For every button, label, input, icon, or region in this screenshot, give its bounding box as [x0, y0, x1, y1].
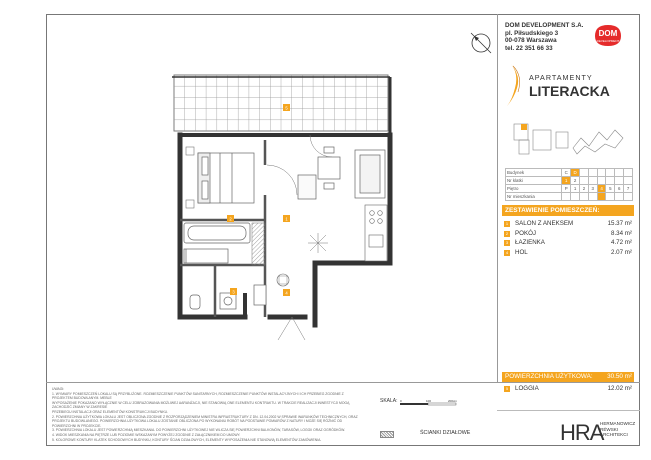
info-cell — [580, 193, 589, 201]
room-number: 2 — [505, 230, 509, 236]
dom-logo-text: DOM — [598, 29, 618, 38]
room-number: 1 — [505, 221, 509, 226]
info-cell — [615, 169, 624, 177]
note-line: 1. WYMIARY POMIESZCZEŃ LOKALU SĄ PRZYBLIŻONE. ROZMIESZCZENIE PUNKTÓW SANITARNYCH, ROZMIESZCZENIE PUNKTÓW INSTALACYJNYCH I ICH PRZEBIEG ZGODNIE Z PROJEKTEM BUDOWLANYM. MEBLE — [52, 391, 344, 401]
room-name: SALON Z ANEKSEM — [515, 220, 574, 227]
note-line: PROJEKTU BUDOWLANEGO. POWIERZCHNIA UŻYTKOWA LOKALU ZOSTANIE OBLICZONA PO WYKONANIU ROBÓT NA PODSTAWIE POMIARÓW Z NATURY I MOŻE SIĘ RÓŻNIĆ OD POWIERZCHNI W PROJEKCIE. — [52, 419, 343, 428]
total-area-value: 30.50 m² — [607, 373, 632, 380]
room-area: 4.72 m² — [611, 239, 632, 246]
room-area: 2.07 m² — [611, 248, 632, 256]
scale-mark-2: 200cm — [448, 399, 458, 403]
building-marker — [521, 124, 527, 130]
bed — [198, 153, 254, 203]
architect-line2: RÉWSKI — [600, 426, 619, 432]
info-cell — [588, 193, 597, 201]
scale-mark-1: 100 — [426, 399, 432, 403]
loggia-name: LOGGIA — [515, 385, 539, 392]
note-line: WYPOSAŻENIE POKAZANO WYŁĄCZNIE W CELU ZOBRAZOWANIA MOŻLIWEJ AARANŻACJI, NIE STANOWIĄ ONE ELEMENTU KONTRAKTU. W TRAKCIE REALIZACJI INWESTYCJI MOGĄ ZACHODZIĆ ZMIANY W ZAKRESIE — [52, 400, 350, 410]
footer-divider — [46, 382, 640, 383]
info-cell — [624, 193, 633, 201]
room-row — [504, 239, 632, 247]
info-cell — [606, 169, 615, 177]
plan-label-loggia: 5 — [285, 105, 288, 111]
info-cell — [606, 193, 615, 201]
loggia-area: 12.02 m² — [607, 385, 632, 392]
plan-label-bath: 3 — [232, 289, 235, 295]
info-cell: 1 — [571, 185, 580, 193]
panel-divider — [497, 14, 498, 382]
info-cell: 1 — [562, 177, 571, 185]
partition-wall-swatch — [380, 431, 394, 438]
room-row — [504, 249, 632, 257]
total-area-label: POWIERZCHNIA UŻYTKOWA: — [505, 373, 593, 380]
notes-block — [52, 387, 362, 442]
scale-bar — [398, 398, 458, 406]
apartamenty-literacka-logo — [505, 58, 635, 108]
info-cell — [615, 193, 624, 201]
room-area: 15.37 m² — [607, 220, 632, 227]
info-cell: 2 — [580, 185, 589, 193]
loggia-row — [504, 385, 632, 393]
info-cell — [571, 193, 580, 201]
info-cell: 7 — [624, 185, 633, 193]
loggia-area — [172, 75, 390, 135]
info-cell: 2 — [571, 177, 580, 185]
info-row-label: Budynek — [506, 169, 562, 177]
info-cell — [597, 193, 606, 201]
room-name: ŁAZIENKA — [515, 239, 545, 246]
architect-line1: HERMANOWICZ — [600, 421, 636, 426]
info-cell — [562, 193, 571, 201]
note-line: PRZEBIEGU INSTALACJI ORAZ ELEMENTÓW KONSTRUKCJI BUDYNKU. — [52, 409, 168, 414]
plan-label-room: 2 — [229, 216, 232, 222]
room-number: 4 — [505, 249, 509, 255]
brand-line1: APARTAMENTY — [529, 73, 593, 82]
info-row-label: Nr klatki — [506, 177, 562, 185]
info-row — [506, 193, 633, 201]
info-row-label: Piętro — [506, 185, 562, 193]
developer-city: 00-078 Warszawa — [505, 37, 557, 44]
architect-name — [600, 421, 635, 438]
plan-label-salon: 1 — [285, 216, 288, 222]
info-cell: 6 — [615, 185, 624, 193]
loggia-divider — [497, 410, 640, 411]
north-arrow-icon — [466, 28, 496, 58]
info-cell — [624, 177, 633, 185]
info-row — [506, 185, 633, 193]
architect-line3: ARCHITEKCI — [600, 432, 628, 438]
info-cell — [624, 169, 633, 177]
info-cell: 4 — [597, 185, 606, 193]
notes-heading: UWAGI: — [52, 387, 65, 391]
info-cell — [580, 169, 589, 177]
room-row — [504, 220, 632, 228]
room-area: 8.34 m² — [611, 229, 632, 237]
note-line: 4. WIDOK MIESZKANIA NA PIĘTRZE LUB POZIOMIE WSKAZANYM POWYŻEJ ZGODNIE Z ZAŁĄCZNIKIEM DO UMOWY. — [52, 432, 241, 437]
info-cell — [580, 177, 589, 185]
info-cell — [615, 177, 624, 185]
room-row — [504, 230, 632, 238]
apartment-floor-plan — [150, 55, 410, 345]
info-cell — [588, 177, 597, 185]
scale-mark-0: 0 — [400, 399, 402, 403]
room-number: 3 — [505, 240, 509, 245]
info-cell: 5 — [606, 185, 615, 193]
info-cell: D — [571, 169, 580, 177]
note-line: 2. POWIERZCHNIA UŻYTKOWA LOKALU JEST OBLICZONA ZGODNIE Z ROZPORZĄDZENIEM MINISTRA INFRASTRUKTURY Z DN. 12.04.2002 W SPRAWIE WARUNKÓW TECHNICZNYCH, ORAZ — [52, 414, 358, 419]
location-map — [511, 118, 631, 160]
total-area-bar — [502, 372, 634, 382]
developer-address — [505, 22, 583, 52]
developer-name: DOM DEVELOPMENT S.A. — [505, 22, 584, 29]
rooms-header: ZESTAWIENIE POMIESZCZEŃ: — [502, 205, 634, 216]
info-row — [506, 169, 633, 177]
info-cell — [606, 177, 615, 185]
building-info-table — [505, 168, 633, 201]
info-cell: C — [562, 169, 571, 177]
info-row — [506, 177, 633, 185]
info-cell — [597, 177, 606, 185]
plan-label-hall: 4 — [285, 290, 288, 296]
info-row-label: Nr mieszkania — [506, 193, 562, 201]
developer-street: pl. Piłsudskiego 3 — [505, 29, 559, 37]
hra-logo: HRA — [560, 420, 604, 445]
note-line: 3. POWIERZCHNIA LOKALU JEST POWIERZCHNIĄ MIESZKANIA. DO POWIERZCHNI UŻYTKOWEJ NIE WLICZA SIĘ POWIERZCHNI BALKONÓW, TARASÓW, LOGGII ORAZ OGRÓDKÓW. — [52, 428, 346, 433]
room-name: HOL — [515, 248, 528, 256]
developer-phone: tel. 22 351 66 33 — [505, 44, 553, 52]
info-cell — [588, 169, 597, 177]
info-cell: 3 — [588, 185, 597, 193]
legend-label: ŚCIANKI DZIAŁOWE — [420, 430, 471, 436]
note-line: 5. KOLOROWE KONTURY KLATEK SCHODOWYCH BUDYNKU, KONTURY ŚCIAN DZIAŁOWYCH, ELEMENTY WYPOSAŻENIA NIE STANOWIĄ ELEMENTÓW ZAMÓWIENIA. — [52, 437, 322, 442]
scale-label: SKALA: — [380, 398, 398, 404]
info-cell — [597, 169, 606, 177]
room-name: POKÓJ — [515, 229, 536, 237]
dom-development-logo — [591, 22, 625, 48]
loggia-number: 5 — [505, 386, 509, 391]
brand-line2: LITERACKA — [529, 83, 610, 99]
dom-logo-subtext: DEVELOPMENT — [596, 39, 620, 43]
info-cell: P — [562, 185, 571, 193]
